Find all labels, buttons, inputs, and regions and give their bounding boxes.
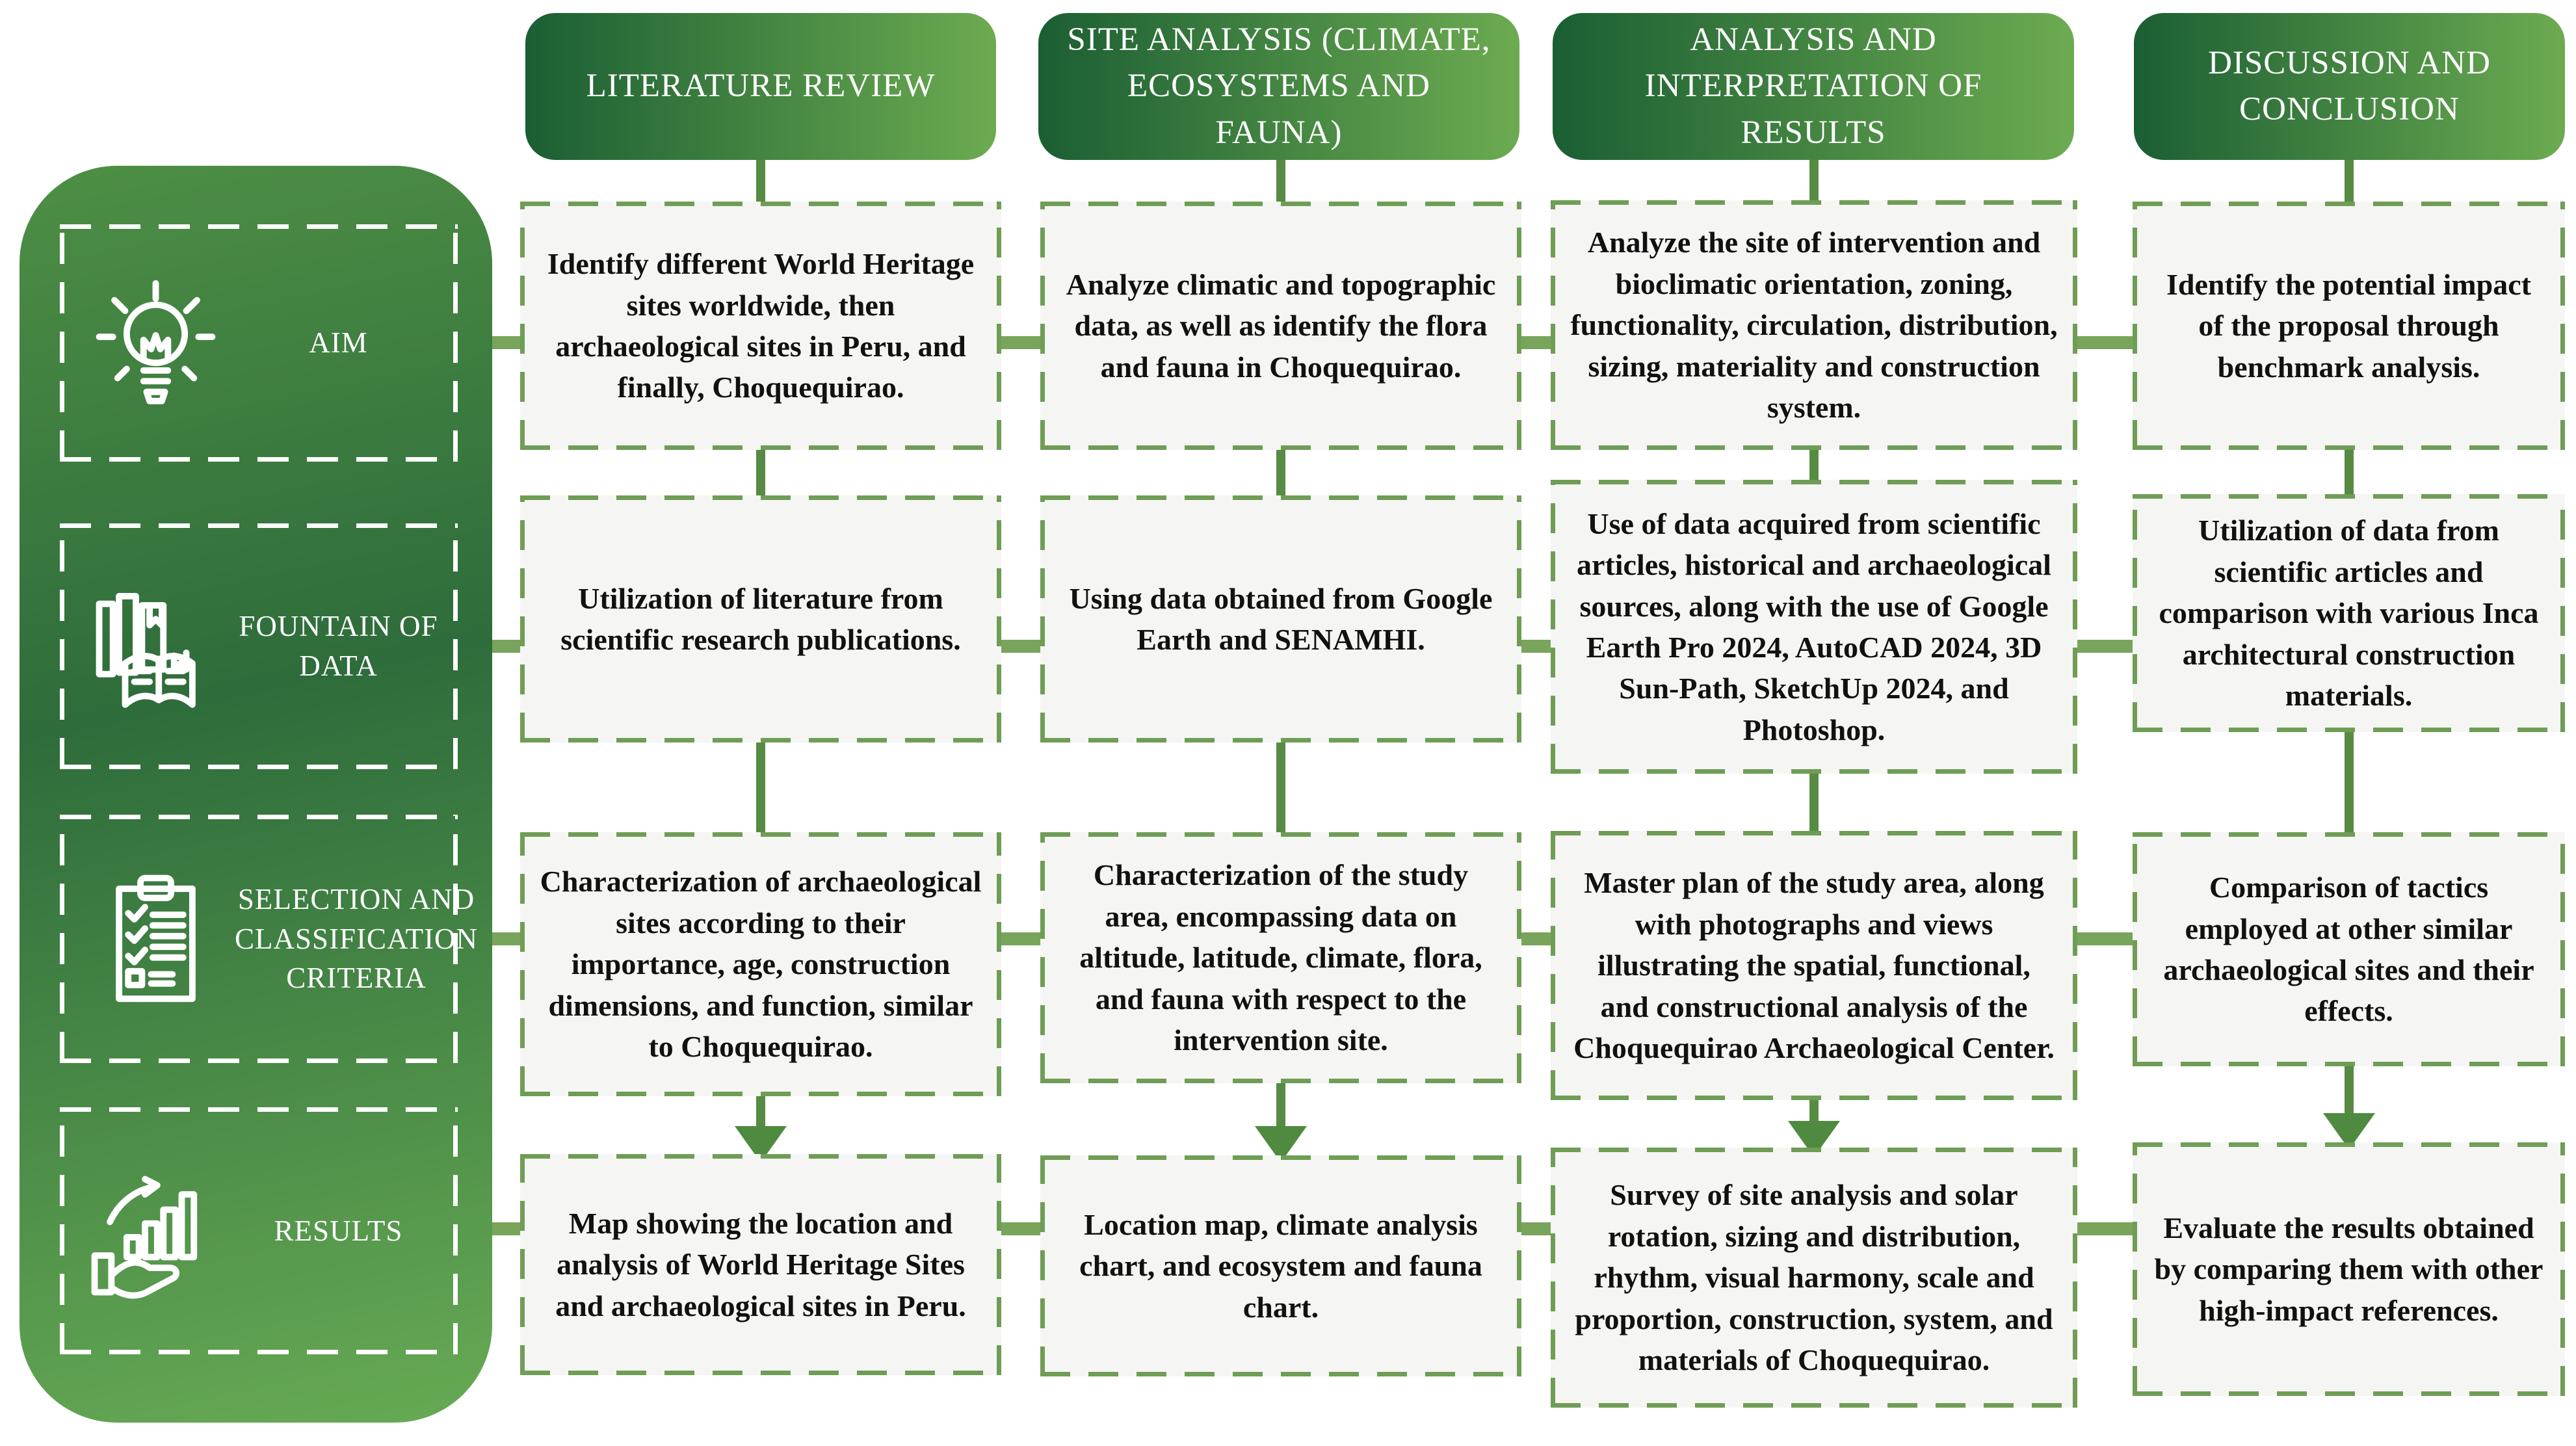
sidebar-item-results — [60, 1107, 458, 1354]
box-text: Analyze the site of intervention and bioclimatic orientation, zoning, functionality, circulation, distribution, sizing, materiality and construction system. — [1570, 226, 2058, 425]
connector-col3-col4-row3 — [2073, 932, 2136, 945]
box-text: Characterization of the study area, encompassing data on altitude, latitude, climate, flora, and fauna with respect to the intervention site. — [1079, 858, 1482, 1057]
box-text: Survey of site analysis and solar rotation, sizing and distribution, rhythm, visual harmony, scale and proportion, construction, system, and materials of Choquequirao. — [1575, 1178, 2053, 1377]
connector-header-col3 — [1809, 158, 1819, 204]
connector-r2-r3-col3 — [1809, 771, 1819, 834]
box-data-site-analysis — [1040, 495, 1521, 743]
box-text: Use of data acquired from scientific articles, historical and archaeological sources, along with the use of Google Earth Pro 2024, AutoCAD 2024, 3D Sun-Path, SketchUp 2024, and Photoshop. — [1577, 506, 2051, 746]
box-results-site-analysis — [1040, 1155, 1521, 1376]
box-text: Evaluate the results obtained by comparing them with other high-impact references. — [2154, 1211, 2543, 1327]
box-aim-discussion — [2133, 202, 2565, 450]
connector-r1-r2-col4 — [2345, 447, 2354, 497]
connector-col2-col3-row1 — [1518, 336, 1555, 349]
sidebar-item-label: RESULTS — [274, 1214, 403, 1247]
box-text: Characterization of archaeological sites according to their importance, age, construction dimensions, and function, similar to Choquequirao. — [540, 865, 982, 1064]
connector-col3-col4-row1 — [2073, 336, 2136, 349]
sidebar-item-label: FOUNTAIN OF DATA — [239, 610, 438, 682]
box-text: Identify the potential impact of the proposal through benchmark analysis. — [2166, 267, 2531, 384]
box-data-interpretation — [1551, 480, 2077, 774]
connector-header-col1 — [756, 158, 765, 204]
box-aim-literature — [520, 202, 1001, 450]
books-icon — [79, 570, 232, 723]
box-aim-interpretation — [1551, 200, 2077, 450]
connector-r2-r3-col4 — [2345, 730, 2354, 835]
sidebar-item-aim — [60, 224, 458, 462]
sidebar — [20, 166, 492, 1423]
connector-col1-col2-row4 — [997, 1222, 1044, 1235]
connector-r1-r2-col1 — [756, 447, 765, 498]
column-header-site-analysis: SITE ANALYSIS (CLIMATE, ECOSYSTEMS AND FAUNA) — [1038, 13, 1519, 160]
box-criteria-literature — [520, 832, 1001, 1096]
connector-col1-col2-row1 — [997, 336, 1044, 349]
connector-r1-r2-col3 — [1809, 447, 1819, 482]
sidebar-item-label: SELECTION AND CLASSIFICATION CRITERIA — [235, 882, 479, 995]
column-header-discussion-conclusion: DISCUSSION AND CONCLUSION — [2134, 13, 2565, 160]
connector-header-col4 — [2345, 158, 2354, 204]
hand-chart-icon — [79, 1155, 232, 1308]
connector-r1-r2-col2 — [1276, 447, 1285, 498]
box-data-literature — [520, 495, 1001, 743]
sidebar-item-fountain-of-data — [60, 523, 458, 769]
box-text: Identify different World Heritage sites worldwide, then archaeological sites in Peru, and finally, Choquequirao. — [547, 247, 975, 404]
connector-col1-col2-row2 — [997, 640, 1044, 653]
lightbulb-icon — [79, 267, 232, 419]
column-header-analysis-interpretation: ANALYSIS AND INTERPRETATION OF RESULTS — [1553, 13, 2074, 160]
column-header-literature-review: LITERATURE REVIEW — [525, 13, 996, 160]
connector-col3-col4-row4 — [2073, 1222, 2136, 1235]
sidebar-item-label: AIM — [309, 326, 368, 360]
checklist-clipboard-icon — [79, 863, 232, 1016]
connector-col2-col3-row3 — [1518, 932, 1555, 945]
connector-r2-r3-col1 — [756, 740, 765, 835]
box-text: Analyze climatic and topographic data, as well as identify the flora and fauna in Choquequirao. — [1066, 267, 1496, 384]
box-criteria-interpretation — [1551, 831, 2077, 1100]
box-results-literature — [520, 1154, 1001, 1375]
box-results-discussion — [2133, 1142, 2565, 1396]
connector-header-col2 — [1276, 158, 1285, 204]
connector-col3-col4-row2 — [2073, 640, 2136, 653]
box-text: Master plan of the study area, along with photographs and views illustrating the spatial, functional, and constructional analysis of the Choquequirao Archaeological Center. — [1573, 866, 2055, 1065]
box-results-interpretation — [1551, 1148, 2077, 1408]
connector-col2-col3-row2 — [1518, 640, 1555, 653]
sidebar-item-selection-criteria — [60, 815, 479, 1063]
connector-r2-r3-col2 — [1276, 740, 1285, 835]
box-text: Using data obtained from Google Earth and SENAMHI. — [1069, 581, 1493, 656]
connector-r3-r4-col4 — [2345, 1064, 2354, 1120]
box-aim-site-analysis — [1040, 202, 1521, 450]
box-text: Comparison of tactics employed at other similar archaeological sites and their effects. — [2163, 871, 2534, 1028]
box-text: Map showing the location and analysis of World Heritage Sites and archaeological sites in Peru. — [555, 1206, 966, 1322]
connector-col2-col3-row4 — [1518, 1222, 1555, 1235]
box-text: Location map, climate analysis chart, and ecosystem and fauna chart. — [1079, 1207, 1482, 1324]
box-text: Utilization of literature from scientific research publications. — [560, 581, 961, 656]
box-text: Utilization of data from scientific articles and comparison with various Inca architectural construction materials. — [2159, 514, 2539, 713]
box-criteria-discussion — [2133, 832, 2565, 1066]
connector-col1-col2-row3 — [997, 932, 1044, 945]
connector-r3-r4-col2 — [1276, 1081, 1285, 1133]
box-data-discussion — [2133, 494, 2565, 732]
box-criteria-site-analysis — [1040, 832, 1521, 1083]
